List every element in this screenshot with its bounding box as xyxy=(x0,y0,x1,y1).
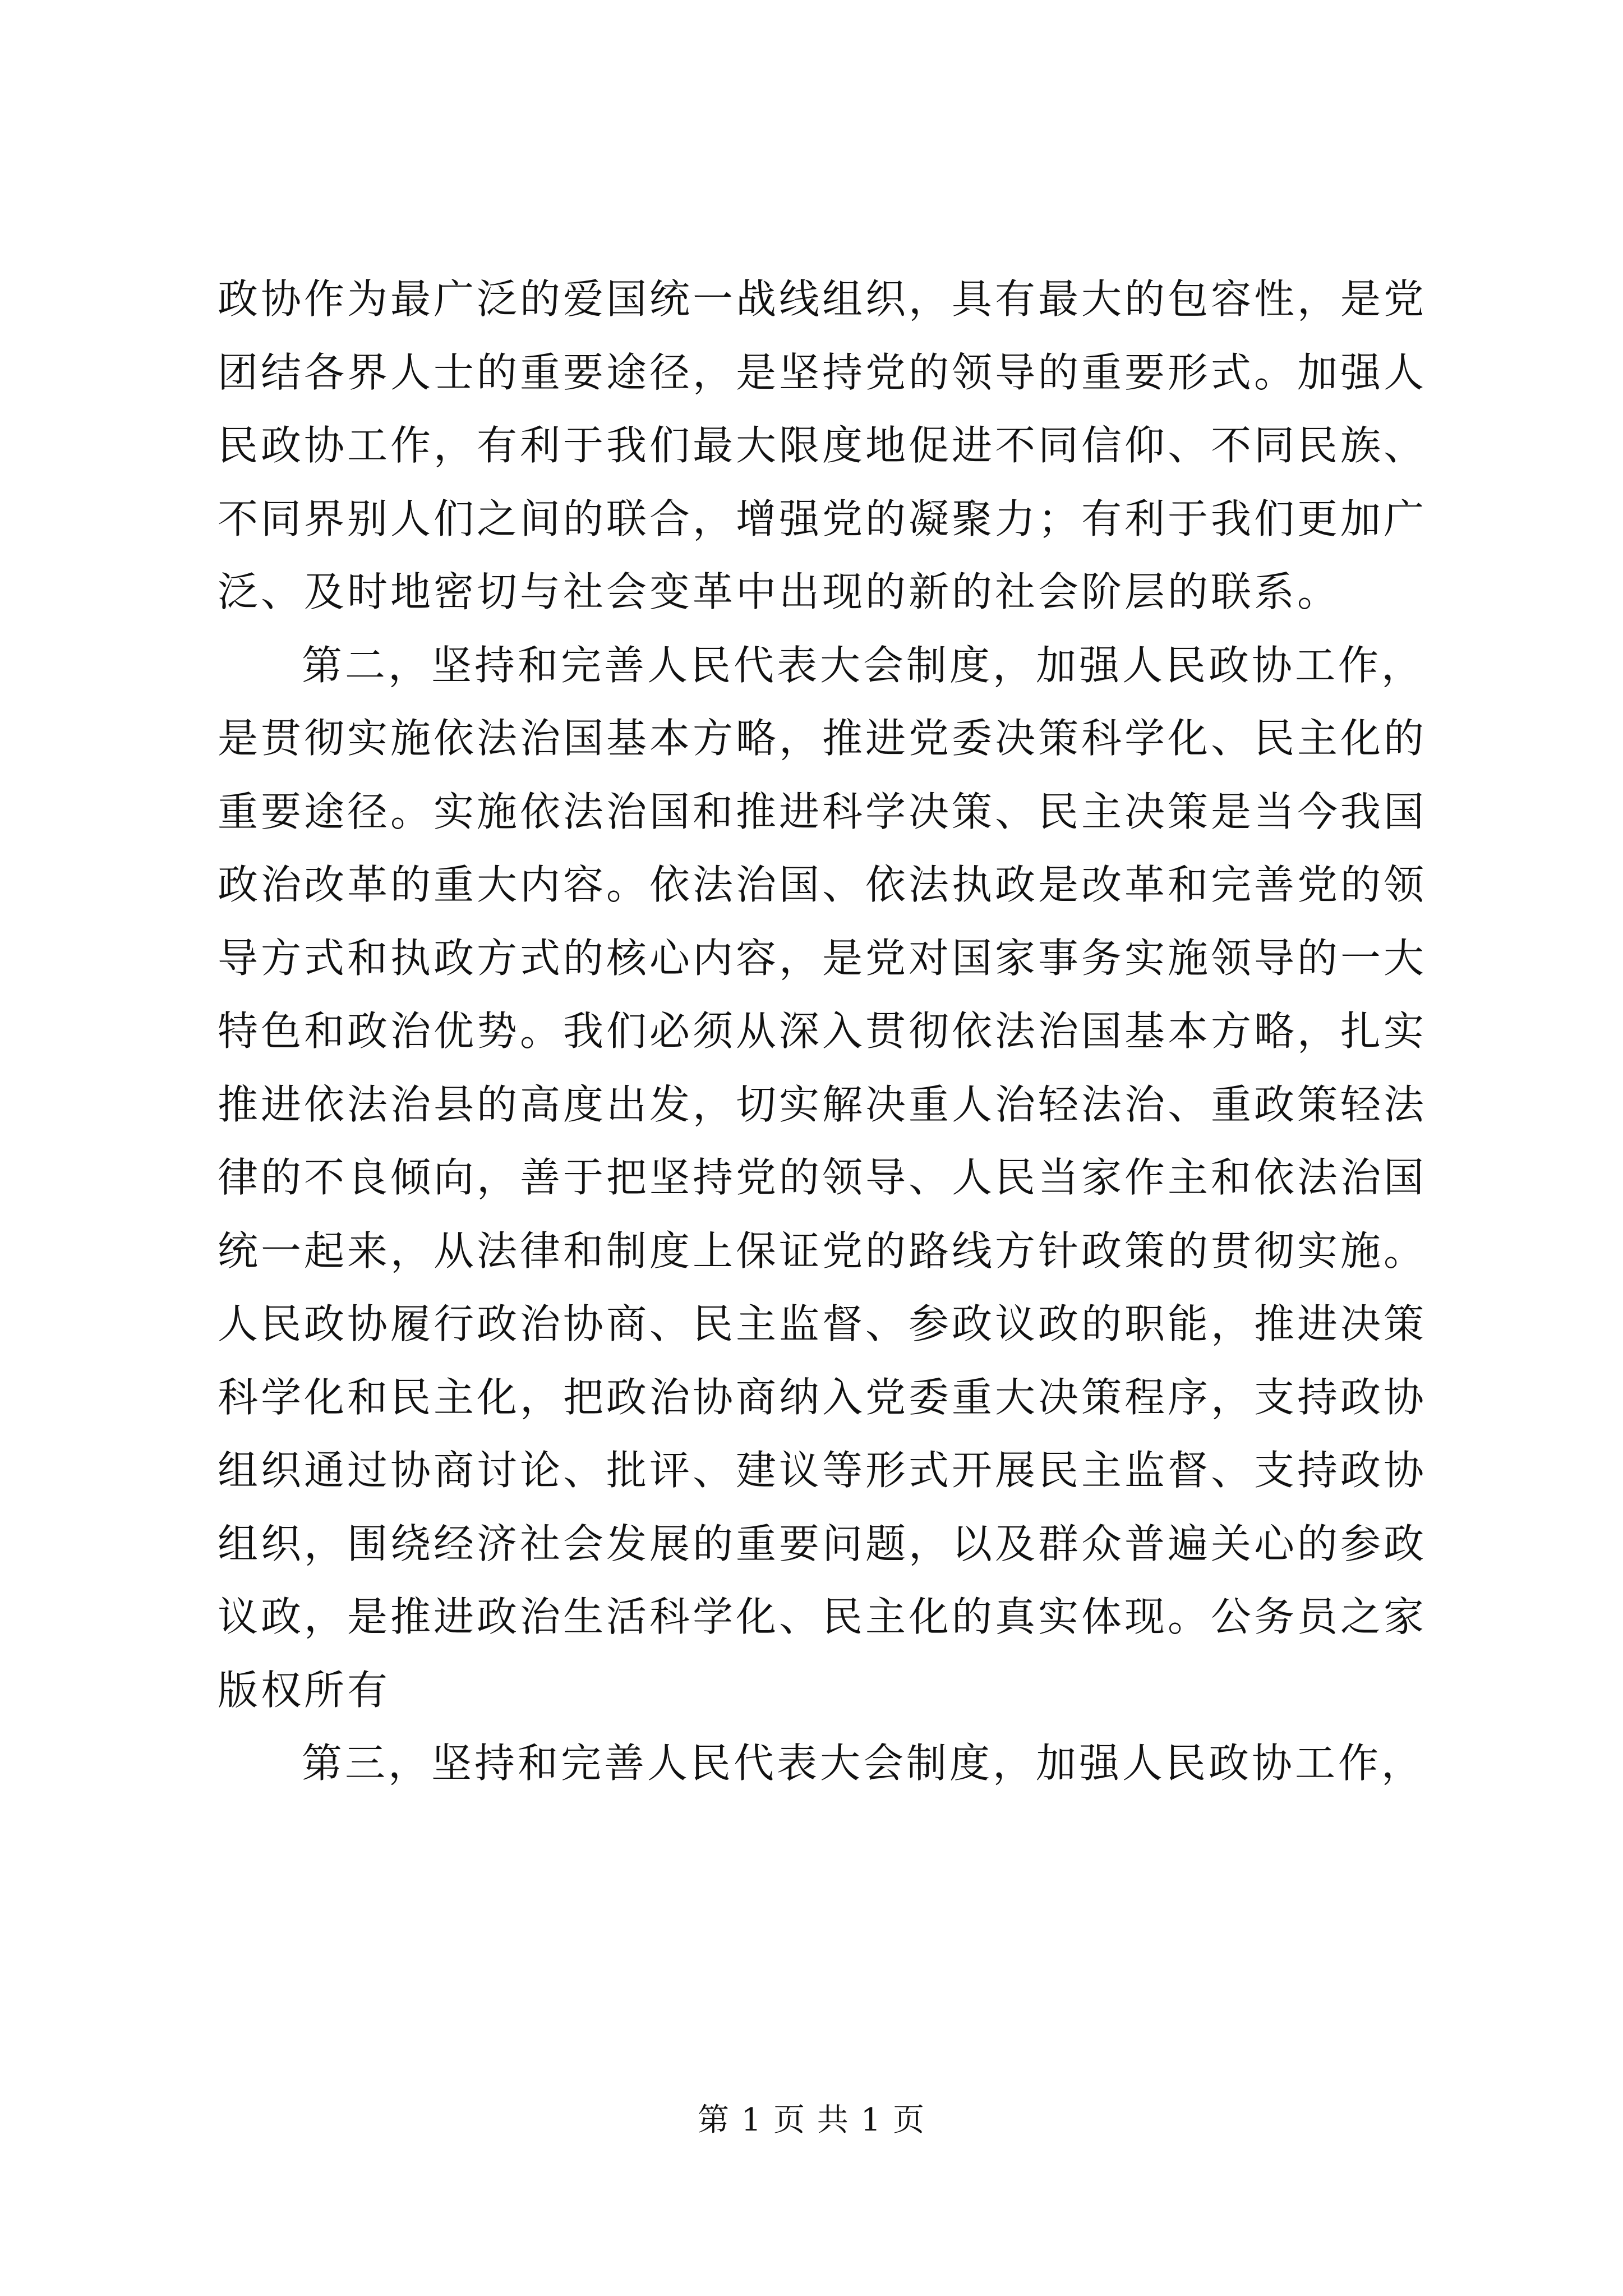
text-line: 重要途径。实施依法治国和推进科学决策、民主决策是当今我国 xyxy=(218,788,1427,835)
text-line: 不同界别人们之间的联合，增强党的凝聚力；有利于我们更加广 xyxy=(218,495,1427,542)
text-line: 组织通过协商讨论、批评、建议等形式开展民主监督、支持政协 xyxy=(218,1447,1427,1494)
text-line: 政协作为最广泛的爱国统一战线组织，具有最大的包容性，是党 xyxy=(218,275,1427,323)
text-line: 特色和政治优势。我们必须从深入贯彻依法治国基本方略，扎实 xyxy=(218,1007,1427,1055)
text-line: 组织，围绕经济社会发展的重要问题，以及群众普遍关心的参政 xyxy=(218,1520,1427,1567)
page-footer: 第 1 页 共 1 页 xyxy=(697,2102,926,2138)
text-line: 科学化和民主化，把政治协商纳入党委重大决策程序，支持政协 xyxy=(218,1373,1427,1421)
text-line: 民政协工作，有利于我们最大限度地促进不同信仰、不同民族、 xyxy=(218,422,1427,469)
document-body xyxy=(218,263,1429,1800)
text-line: 第二，坚持和完善人民代表大会制度，加强人民政协工作， xyxy=(302,641,1425,689)
text-line: 律的不良倾向，善于把坚持党的领导、人民当家作主和依法治国 xyxy=(218,1154,1427,1201)
text-line: 政治改革的重大内容。依法治国、依法执政是改革和完善党的领 xyxy=(218,861,1427,908)
text-line: 导方式和执政方式的核心内容，是党对国家事务实施领导的一大 xyxy=(218,934,1427,982)
text-line: 泛、及时地密切与社会变革中出现的新的社会阶层的联系。 xyxy=(218,568,1341,615)
text-line: 统一起来，从法律和制度上保证党的路线方针政策的贯彻实施。 xyxy=(218,1227,1427,1274)
text-line: 议政，是推进政治生活科学化、民主化的真实体现。公务员之家 xyxy=(218,1593,1427,1640)
text-line: 版权所有 xyxy=(218,1666,391,1714)
text-line: 是贯彻实施依法治国基本方略，推进党委决策科学化、民主化的 xyxy=(218,715,1427,762)
text-line: 人民政协履行政治协商、民主监督、参政议政的职能，推进决策 xyxy=(218,1300,1427,1347)
text-line: 第三，坚持和完善人民代表大会制度，加强人民政协工作， xyxy=(302,1740,1425,1787)
text-line: 推进依法治县的高度出发，切实解决重人治轻法治、重政策轻法 xyxy=(218,1080,1427,1128)
text-line: 团结各界人士的重要途径，是坚持党的领导的重要形式。加强人 xyxy=(218,348,1427,396)
